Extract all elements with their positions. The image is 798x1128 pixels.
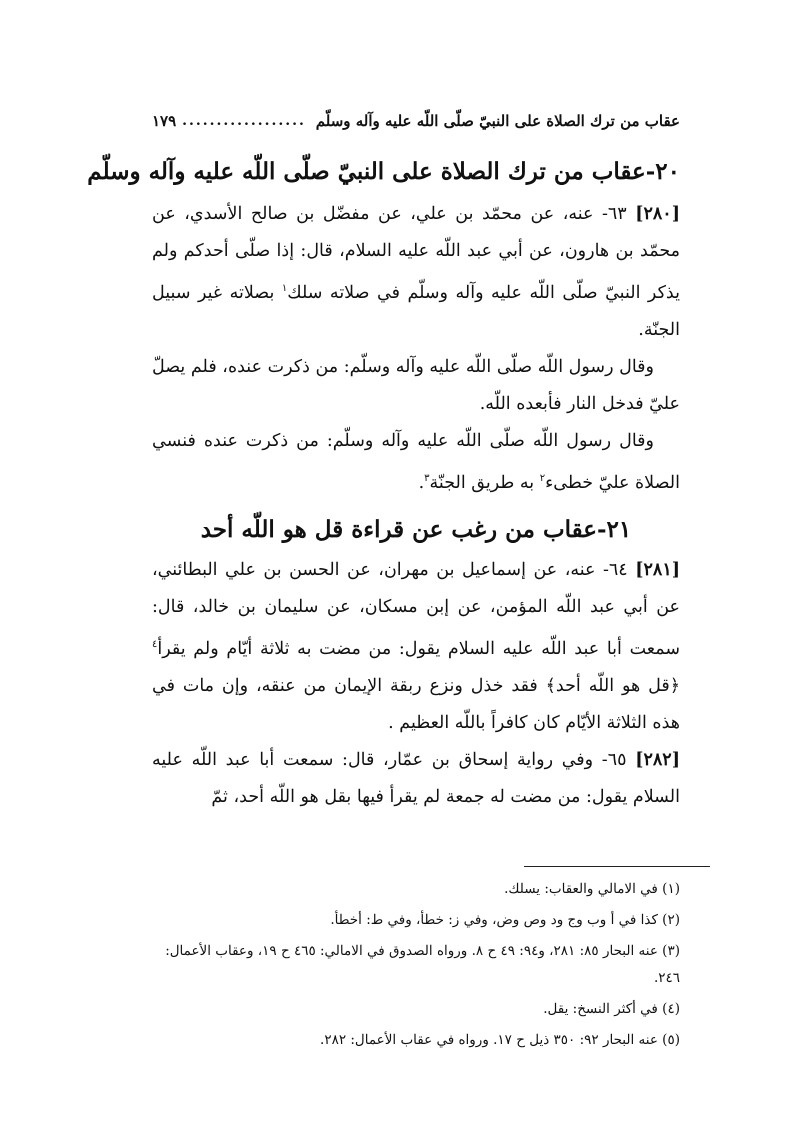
- page-number: ١٧٩: [152, 112, 177, 130]
- hadith-281-text: ٦٤- عنه، عن إسماعيل بن مهران، عن الحسن بن علي البطائني، عن أبي عبد اللّه المؤمن، عن إبن مسكان، عن سليمان بن خالد، قال: سمعت أبا عبد اللّه عليه السلام يقول: من مضت به ثلاثة أيّام ولم يقرأ: [152, 560, 680, 659]
- hadith-ref-280: [٢٨٠]: [635, 204, 680, 224]
- hadith-282: [152, 742, 680, 816]
- running-header: [152, 106, 680, 136]
- footnote-1: (١) في الامالي والعقاب: يسلك.: [504, 881, 680, 897]
- footnote-marker-2: ٢: [539, 472, 546, 484]
- footnote-marker-4: ٤: [152, 639, 158, 650]
- hadith-281: [152, 552, 680, 742]
- hadith-280-text: ٦٣- عنه، عن محمّد بن علي، عن مفضّل بن صالح الأسدي، عن محمّد بن هارون، عن أبي عبد اللّه عليه السلام، قال: إذا صلّى أحدكم ولم يذكر النبيّ صلّى اللّه عليه وآله وسلّم في صلاته سلك: [152, 204, 680, 303]
- header-leader-dots: ..................: [182, 113, 306, 129]
- section-21-heading: ٢١-عقاب من رغب عن قراءة قل هو اللّه أحد: [200, 516, 632, 543]
- hadith-ref-281: [٢٨١]: [635, 560, 680, 580]
- footnote-separator: [524, 866, 710, 867]
- paragraph-3-mid: به طريق الجنّة: [429, 472, 535, 493]
- paragraph-3: [152, 423, 680, 502]
- footnote-5: (٥) عنه البحار ٩٢: ٣٥٠ ذيل ح ١٧. ورواه في عقاب الأعمال: ٢٨٢.: [320, 1032, 680, 1048]
- hadith-ref-282: [٢٨٢]: [635, 749, 680, 770]
- hadith-280-text-end: بصلاته غير سبيل الجنّة.: [152, 282, 680, 340]
- section-20-heading: ٢٠-عقاب من ترك الصلاة على النبيّ صلّى اللّه عليه وآله وسلّم: [87, 158, 680, 185]
- running-header-title: عقاب من ترك الصلاة على النبيّ صلّى اللّه عليه وآله وسلّم: [315, 112, 680, 130]
- footnote-4: (٤) في أكثر النسخ: يقل.: [543, 1001, 680, 1017]
- hadith-280: [152, 196, 680, 349]
- footnotes: [152, 876, 680, 1058]
- section-20-body: [152, 196, 680, 502]
- section-21-body: [152, 552, 680, 816]
- paragraph-3-end: .: [418, 472, 425, 493]
- footnote-marker-1: ١: [281, 283, 288, 294]
- footnote-3: (٣) عنه البحار ٨٥: ٢٨١، و٩٤: ٤٩ ح ٨. ورواه الصدوق في الامالي: ٤٦٥ ح ١٩، وعقاب الأعمال: ٢٤٦.: [165, 943, 680, 986]
- paragraph-3-start: وقال رسول اللّه صلّى اللّه عليه وآله وسلّم: من ذكرت عنده فنسي الصلاة عليّ خطىء: [152, 430, 680, 493]
- hadith-282-text: ٦٥- وفي رواية إسحاق بن عمّار، قال: سمعت أبا عبد اللّه عليه السلام يقول: من مضت له جمعة لم يقرأ فيها بقل هو اللّه أحد، ثمّ: [152, 749, 680, 807]
- paragraph-2: وقال رسول اللّه صلّى اللّه عليه وآله وسلّم: من ذكرت عنده، فلم يصلّ عليّ فدخل النار فأبعده اللّه.: [152, 356, 680, 414]
- footnote-marker-3: ٣: [424, 472, 430, 484]
- hadith-281-text-end: ﴿قل هو اللّه أحد﴾ فقد خذل ونزع ربقة الإيمان من عنقه، وإن مات في هذه الثلاثة الأيّام كان كافراً باللّه العظيم .: [152, 675, 680, 733]
- footnote-2: (٢) كذا في أ وب وج ود وص وض، وفي ز: خطأ، وفي ط: أخطأ.: [330, 912, 680, 928]
